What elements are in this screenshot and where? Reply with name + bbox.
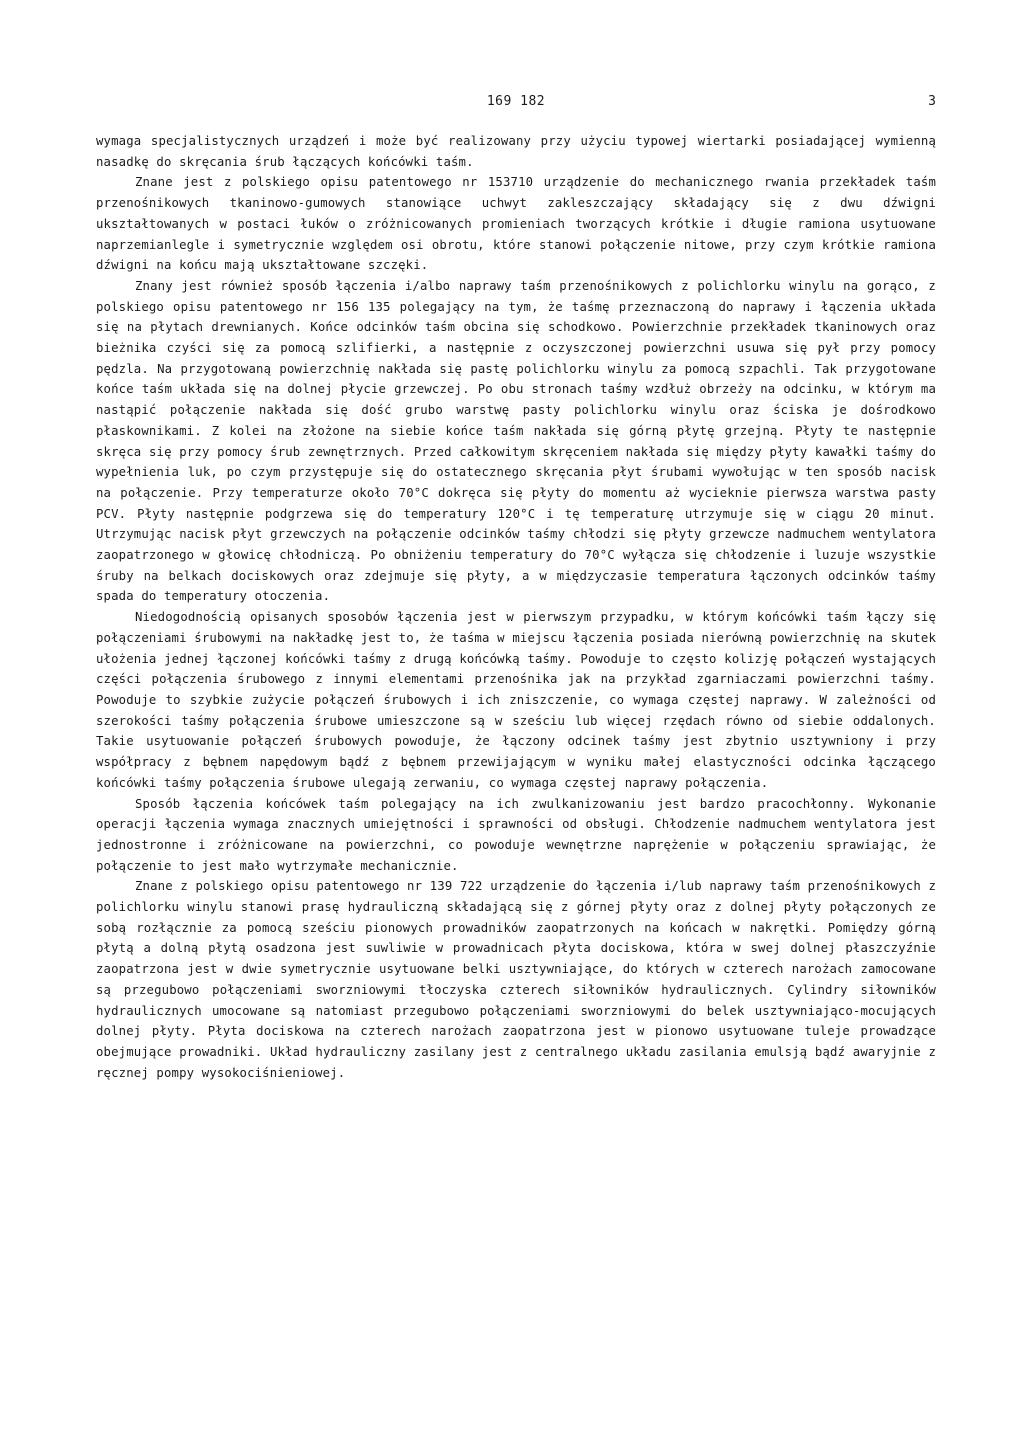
paragraph-continuation: wymaga specjalistycznych urządzeń i może być realizowany przy użyciu typowej wiertarki posiadającej wymienną nasadkę do skręcania śrub łączących końcówki taśm. [96, 134, 936, 169]
paragraph-drawbacks: Niedogodnością opisanych sposobów łączenia jest w pierwszym przypadku, w którym końcówki taśm łączy się połączeniami śrubowymi na nakładkę jest to, że taśma w miejscu łączenia posiada nierówną powierzchnię na skutek ułożenia jednej łączonej końcówki taśmy z drugą końcówką taśmy. Powoduje to często kolizję połączeń wystających części połączenia śrubowego z innymi elementami przenośnika jak na przykład zgarniaczami powierzchni taśmy. Powoduje to szybkie zużycie połączeń śrubowych i ich zniszczenie, co wymaga częstej naprawy. W zależności od szerokości taśmy połączenia śrubowe umieszczone są w sześciu lub więcej rzędach równo od siebie oddalonych. Takie usytuowanie połączeń śrubowych powoduje, że łączony odcinek taśmy jest zbytnio usztywniony i przy współpracy z bębnem napędowym bądź z bębnem przewijającym w wyniku małej elastyczności odcinka łączącego końcówki taśmy połączenia śrubowe ulegają zerwaniu, co wymaga częstej naprawy połączenia. [96, 610, 936, 790]
paragraph-hydraulic-press: Znane z polskiego opisu patentowego nr 139 722 urządzenie do łączenia i/lub naprawy taśm przenośnikowych z polichlorku winylu stanowi prasę hydrauliczną składającą się z górnej płyty oraz z dolnej płyty połączonych ze sobą rozłącznie za pomocą sześciu pionowych prowadników zaopatrzonych na końcach w nakrętki. Pomiędzy górną płytą a dolną płytą osadzona jest suwliwie w prowadnicach płyta dociskowa, która w swej dolnej płaszczyźnie zaopatrzona jest w dwie symetrycznie usytuowane belki usztywniające, do których w czterech narożach zamocowane są przegubowo połączeniami sworzniowymi tłoczyska czterech siłowników hydraulicznych. Cylindry siłowników hydraulicznych umocowane są natomiast przegubowo połączeniami sworzniowymi do belek usztywniająco-mocujących dolnej płyty. Płyta dociskowa na czterech narożach zaopatrzona jest w pionowo usytuowane tuleje prowadzące obejmujące prowadniki. Układ hydrauliczny zasilany jest z centralnego układu zasilania emulsją bądź awaryjnie z ręcznej pompy wysokociśnieniowej. [96, 879, 936, 1080]
page-header [96, 94, 936, 114]
paragraph-vulcanization: Sposób łączenia końcówek taśm polegający na ich zwulkanizowaniu jest bardzo pracochłonny. Wykonanie operacji łączenia wymaga znacznych umiejętności i sprawności od obsługi. Chłodzenie nadmuchem wentylatora jest jednostronne i zróżnicowane na powierzchni, co powoduje wewnętrzne naprężenie w połączeniu sprawiając, że połączenie to jest mało wytrzymałe mechanicznie. [96, 796, 936, 873]
paragraph-prior-art-rwanie: Znane jest z polskiego opisu patentowego nr 153710 urządzenie do mechanicznego rwania przekładek taśm przenośnikowych tkaninowo-gumowych stanowiące uchwyt zakleszczający składający się z dwu dźwigni ukształtowanych w postaci łuków o zróżnicowanych promieniach tworzących krótkie i długie ramiona usytuowane naprzemianlegle i symetrycznie względem osi obrotu, które stanowi połączenie nitowe, przy czym krótkie ramiona dźwigni na końcu mają ukształtowane szczęki. [96, 175, 936, 273]
body-text [96, 131, 936, 1083]
patent-number: 169 182 [486, 94, 546, 109]
paragraph-prior-art-pcv: Znany jest również sposób łączenia i/albo naprawy taśm przenośnikowych z polichlorku winylu na gorąco, z polskiego opisu patentowego nr 156 135 polegający na tym, że taśmę przeznaczoną do naprawy i łączenia układa się na płytach drewnianych. Końce odcinków taśm obcina się schodkowo. Powierzchnie przekładek tkaninowych oraz bieżnika czyści się za pomocą szlifierki, a następnie z oczyszczonej powierzchni usuwa się pył przy pomocy pędzla. Na przygotowaną powierzchnię nakłada się pastę polichlorku winylu za pomocą szpachli. Tak przygotowane końce taśm układa się na dolnej płycie grzewczej. Po obu stronach taśmy wzdłuż obrzeży na odcinku, w którym ma nastąpić połączenie nakłada się dość grubo warstwę pasty polichlorku winylu oraz ściska je dośrodkowo płaskownikami. Z kolei na złożone na siebie końce taśm nakłada się górną płytę grzejną. Płyty te następnie skręca się przy pomocy śrub zewnętrznych. Przed całkowitym skręceniem nakłada się między płyty kawałki taśmy do wypełnienia luk, po czym przystępuje się do ostatecznego skręcania płyt śrubami wywołując w ten sposób nacisk na połączenie. Przy temperaturze około 70°C dokręca się płyty do momentu aż wycieknie pierwsza warstwa pasty PCV. Płyty następnie podgrzewa się do temperatury 120°C i tę temperaturę utrzymuje się w ciągu 20 minut. Utrzymując nacisk płyt grzewczych na połączenie odcinków taśmy chłodzi się płyty grzewcze nadmuchem wentylatora zaopatrzonego w głowicę chłodniczą. Po obniżeniu temperatury do 70°C wyłącza się chłodzenie i luzuje wszystkie śruby na belkach dociskowych oraz zdejmuje się płyty, a w międzyczasie temperatura łączonych odcinków taśmy spada do temperatury otoczenia. [96, 278, 936, 604]
page-number: 3 [928, 94, 936, 109]
